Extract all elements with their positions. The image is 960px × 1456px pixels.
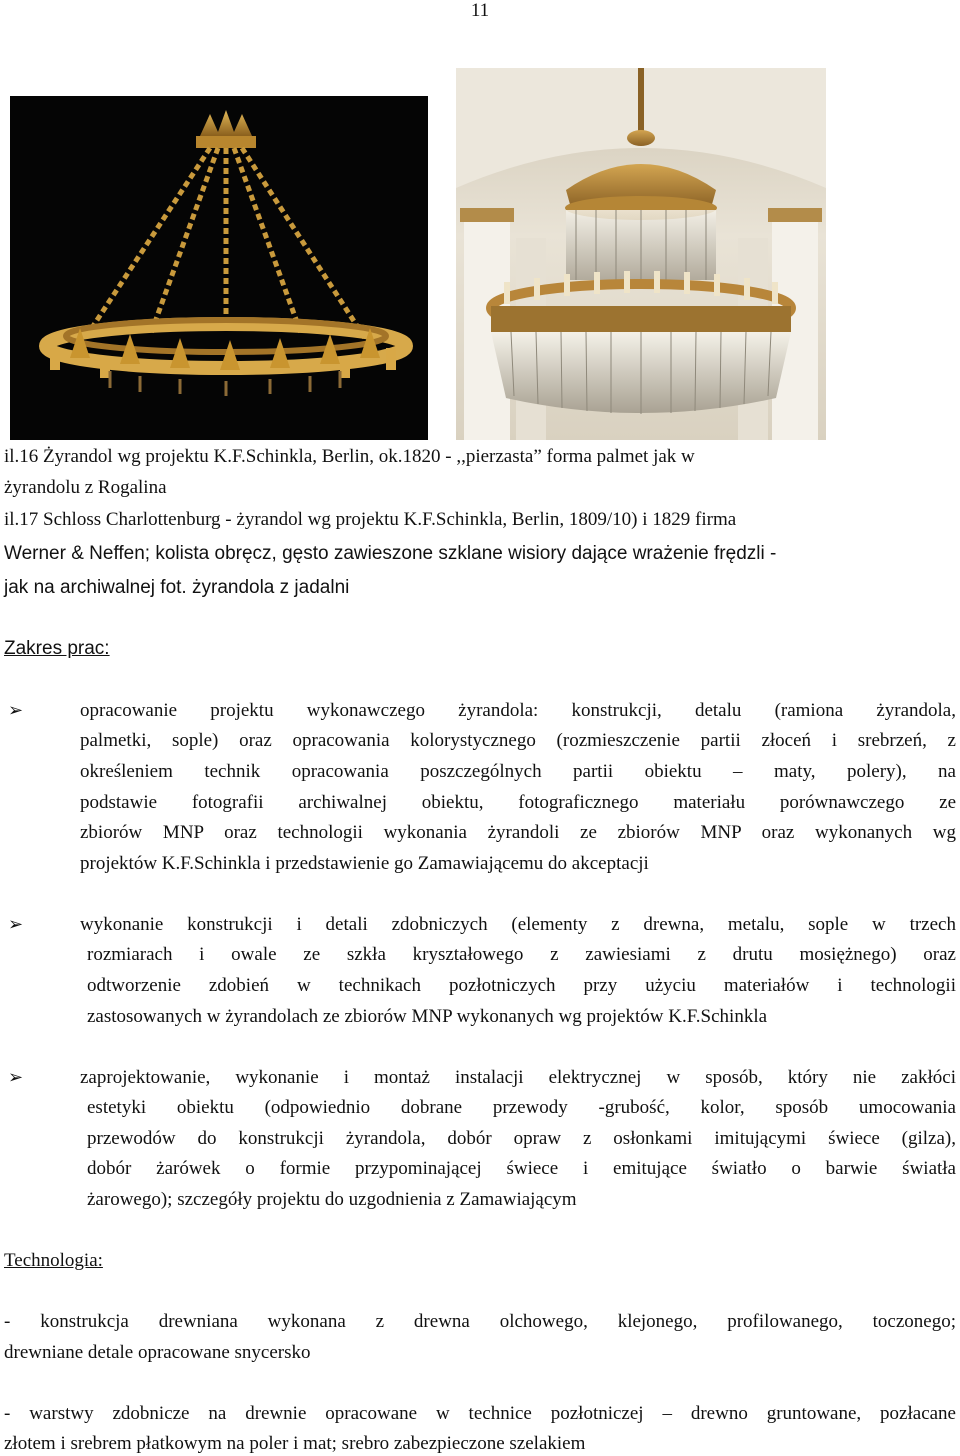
bullet-line: wykonanie konstrukcji i detali zdobniczych (elementy z drewna, metalu, sople w trzech bbox=[80, 914, 956, 935]
bullet-line: odtworzenie zdobień w technikach pozłotniczych przy użyciu materiałów i technologii bbox=[87, 975, 956, 996]
bullet-line: przewodów do konstrukcji żyrandola, dobór opraw z osłonkami imitującymi świece (gilza), bbox=[87, 1128, 956, 1149]
bullet-line: dobór żarówek o formie przypominającej świece i emitujące światło o barwie światła bbox=[87, 1158, 956, 1179]
bullet-line: opracowanie projektu wykonawczego żyrandola: konstrukcji, detalu (ramiona żyrandola, bbox=[80, 700, 956, 721]
page-number: 11 bbox=[470, 0, 490, 21]
bullet-line: określeniem technik opracowania poszczególnych partii obiektu – maty, polery), na bbox=[80, 761, 956, 782]
bullet-line: projektów K.F.Schinkla i przedstawienie go Zamawiającemu do akceptacji bbox=[80, 853, 649, 874]
tech-heading: Technologia: bbox=[4, 1250, 103, 1271]
caption-line-3: il.17 Schloss Charlottenburg - żyrandol wg projektu K.F.Schinkla, Berlin, 1809/10) i 1829 firma bbox=[4, 509, 737, 530]
scope-heading: Zakres prac: bbox=[4, 638, 110, 659]
tech-line: złotem i srebrem płatkowym na poler i mat; srebro zabezpieczone szelakiem bbox=[4, 1433, 586, 1454]
bullet-arrow-icon: ➢ bbox=[8, 1067, 24, 1088]
caption-line-4: Werner & Neffen; kolista obręcz, gęsto zawieszone szklane wisiory dające wrażenie frędzli - bbox=[4, 543, 777, 564]
bullet-line: rozmiarach i owale ze szkła kryształowego z zawiesiami z drutu mosiężnego) oraz bbox=[87, 944, 956, 965]
tech-line: - konstrukcja drewniana wykonana z drewna olchowego, klejonego, profilowanego, toczonego; bbox=[4, 1311, 956, 1332]
bullet-line: palmetki, sople) oraz opracowania kolorystycznego (rozmieszczenie partii złoceń i srebrzeń, z bbox=[80, 730, 956, 751]
bullet-arrow-icon: ➢ bbox=[8, 914, 24, 935]
chandelier-photo-right bbox=[456, 68, 826, 440]
caption-line-5: jak na archiwalnej fot. żyrandola z jadalni bbox=[4, 577, 350, 598]
caption-line-1: il.16 Żyrandol wg projektu K.F.Schinkla, Berlin, ok.1820 - ,,pierzasta” forma palmet jak w bbox=[4, 446, 695, 467]
tech-line: drewniane detale opracowane snycersko bbox=[4, 1342, 311, 1363]
bullet-line: zastosowanych w żyrandolach ze zbiorów MNP wykonanych wg projektów K.F.Schinkla bbox=[87, 1006, 768, 1027]
bullet-line: zbiorów MNP oraz technologii wykonania żyrandoli ze zbiorów MNP oraz wykonanych wg bbox=[80, 822, 956, 843]
bullet-arrow-icon: ➢ bbox=[8, 700, 24, 721]
bullet-line: podstawie fotografii archiwalnej obiektu, fotograficznego materiału porównawczego ze bbox=[80, 792, 956, 813]
bullet-line: zaprojektowanie, wykonanie i montaż instalacji elektrycznej w sposób, który nie zakłóci bbox=[80, 1067, 956, 1088]
tech-line: - warstwy zdobnicze na drewnie opracowane w technice pozłotniczej – drewno gruntowane, pozłacane bbox=[4, 1403, 956, 1424]
chandelier-photo-left bbox=[10, 96, 428, 440]
bullet-line: żarowego); szczegóły projektu do uzgodnienia z Zamawiającym bbox=[87, 1189, 577, 1210]
bullet-line: estetyki obiektu (odpowiednio dobrane przewody -grubość, kolor, sposób umocowania bbox=[87, 1097, 956, 1118]
caption-line-2: żyrandolu z Rogalina bbox=[4, 477, 167, 498]
